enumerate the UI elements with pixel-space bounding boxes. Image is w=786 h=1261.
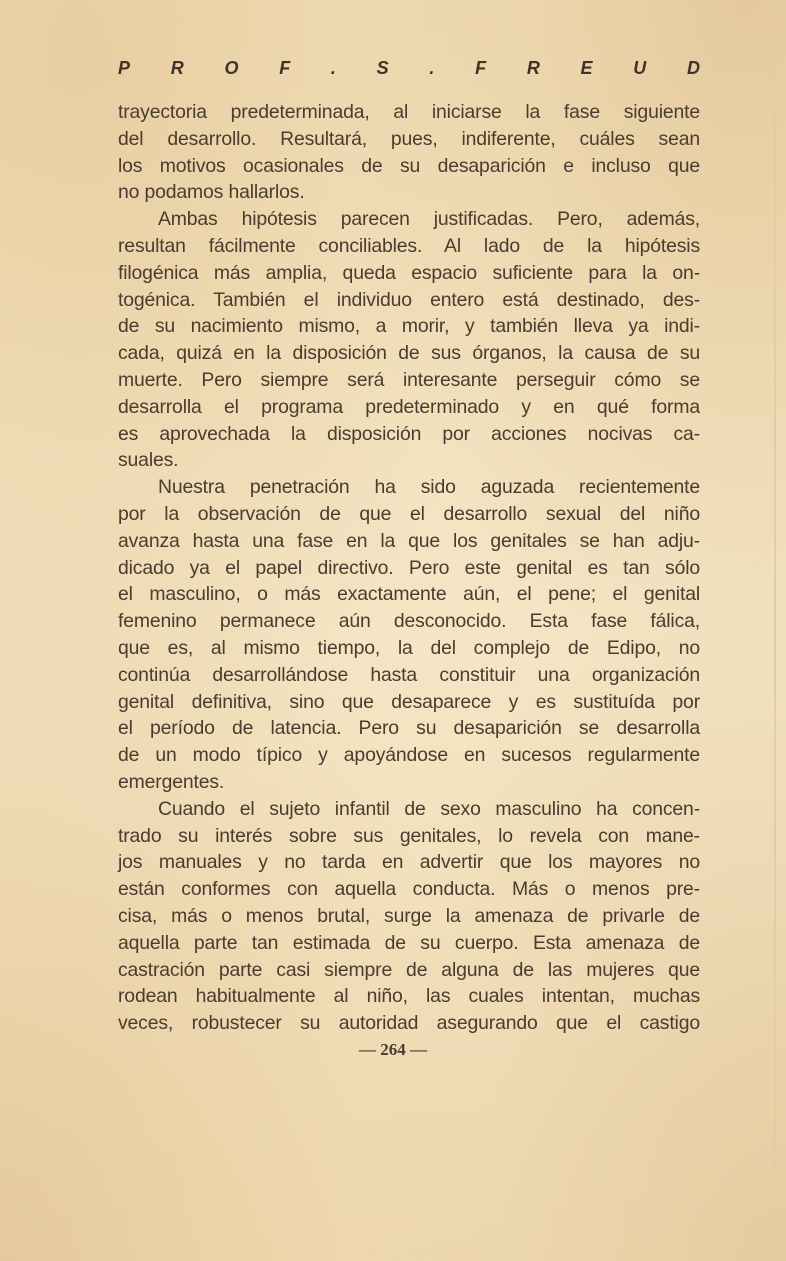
text-line: Nuestra penetración ha sido aguzada recientemente — [158, 476, 700, 499]
text-line: trayectoria predeterminada, al iniciarse la fase siguiente — [118, 101, 700, 123]
running-head-letter: E — [580, 57, 593, 78]
running-head-letter: F — [279, 57, 291, 78]
running-head-letter: D — [687, 57, 700, 78]
text-line: del desarrollo. Resultará, pues, indiferente, cuáles sean — [118, 127, 700, 150]
body-text — [118, 99, 700, 1037]
text-line: no podamos hallarlos. — [118, 181, 305, 204]
running-head — [118, 53, 700, 83]
text-line: es aprovechada la disposición por acciones nocivas ca- — [118, 422, 700, 445]
text-line: filogénica más amplia, queda espacio suficiente para la on- — [118, 261, 700, 284]
text-line: togénica. También el individuo entero está destinado, des- — [118, 288, 700, 311]
text-line: femenino permanece aún desconocido. Esta fase fálica, — [118, 610, 700, 633]
text-line: rodean habitualmente al niño, las cuales intentan, muchas — [118, 985, 700, 1008]
running-head-letter: S — [376, 57, 389, 78]
running-head-letter: . — [429, 57, 435, 78]
running-head-letter: R — [170, 57, 184, 78]
text-line: jos manuales y no tarda en advertir que los mayores no — [118, 851, 700, 874]
text-line: los motivos ocasionales de su desaparición e incluso que — [118, 154, 700, 177]
text-line: por la observación de que el desarrollo sexual del niño — [118, 502, 700, 525]
running-head-letter: R — [526, 57, 540, 78]
page-edge-shadow — [774, 0, 776, 1261]
paragraph — [118, 474, 700, 796]
running-head-letter: O — [224, 57, 239, 78]
text-line: continúa desarrollándose hasta constituir una organización — [118, 663, 700, 686]
text-line: que es, al mismo tiempo, la del complejo de Edipo, no — [118, 636, 700, 659]
text-line: de un modo típico y apoyándose en sucesos regularmente — [118, 744, 700, 767]
text-line: suales. — [118, 449, 179, 472]
running-head-letter: P — [118, 57, 131, 78]
text-line: Cuando el sujeto infantil de sexo masculino ha concen- — [158, 797, 700, 820]
text-line: genital definitiva, sino que desaparece y es sustituída por — [118, 690, 700, 713]
running-head-letter: U — [633, 57, 647, 78]
text-line: castración parte casi siempre de alguna de las mujeres que — [118, 958, 700, 981]
text-line: resultan fácilmente conciliables. Al lado de la hipótesis — [118, 234, 700, 257]
text-line: muerte. Pero siempre será interesante perseguir cómo se — [118, 368, 700, 391]
text-line: el período de latencia. Pero su desaparición se desarrolla — [118, 717, 700, 740]
text-line: el masculino, o más exactamente aún, el pene; el genital — [118, 583, 700, 606]
text-line: cisa, más o menos brutal, surge la amenaza de privarle de — [118, 904, 700, 927]
running-head-letter: . — [330, 57, 336, 78]
text-line: Ambas hipótesis parecen justificadas. Pero, además, — [158, 208, 700, 231]
text-line: están conformes con aquella conducta. Más o menos pre- — [118, 878, 700, 901]
page-number: — 264 — — [359, 1040, 427, 1059]
paragraph — [118, 99, 700, 206]
text-line: trado su interés sobre sus genitales, lo revela con mane- — [118, 824, 700, 847]
text-line: cada, quizá en la disposición de sus órganos, la causa de su — [118, 342, 700, 365]
text-line: emergentes. — [118, 770, 225, 793]
text-line: de su nacimiento mismo, a morir, y también lleva ya indi- — [118, 315, 700, 338]
text-line: dicado ya el papel directivo. Pero este genital es tan sólo — [118, 556, 700, 579]
paragraph — [118, 796, 700, 1037]
text-line: veces, robustecer su autoridad asegurando que el castigo — [118, 1012, 700, 1035]
paragraph — [118, 206, 700, 474]
text-line: aquella parte tan estimada de su cuerpo. Esta amenaza de — [118, 931, 700, 954]
text-line: desarrolla el programa predeterminado y en qué forma — [118, 395, 700, 418]
text-line: avanza hasta una fase en la que los genitales se han adju- — [118, 529, 700, 552]
running-head-letter: F — [475, 57, 487, 78]
